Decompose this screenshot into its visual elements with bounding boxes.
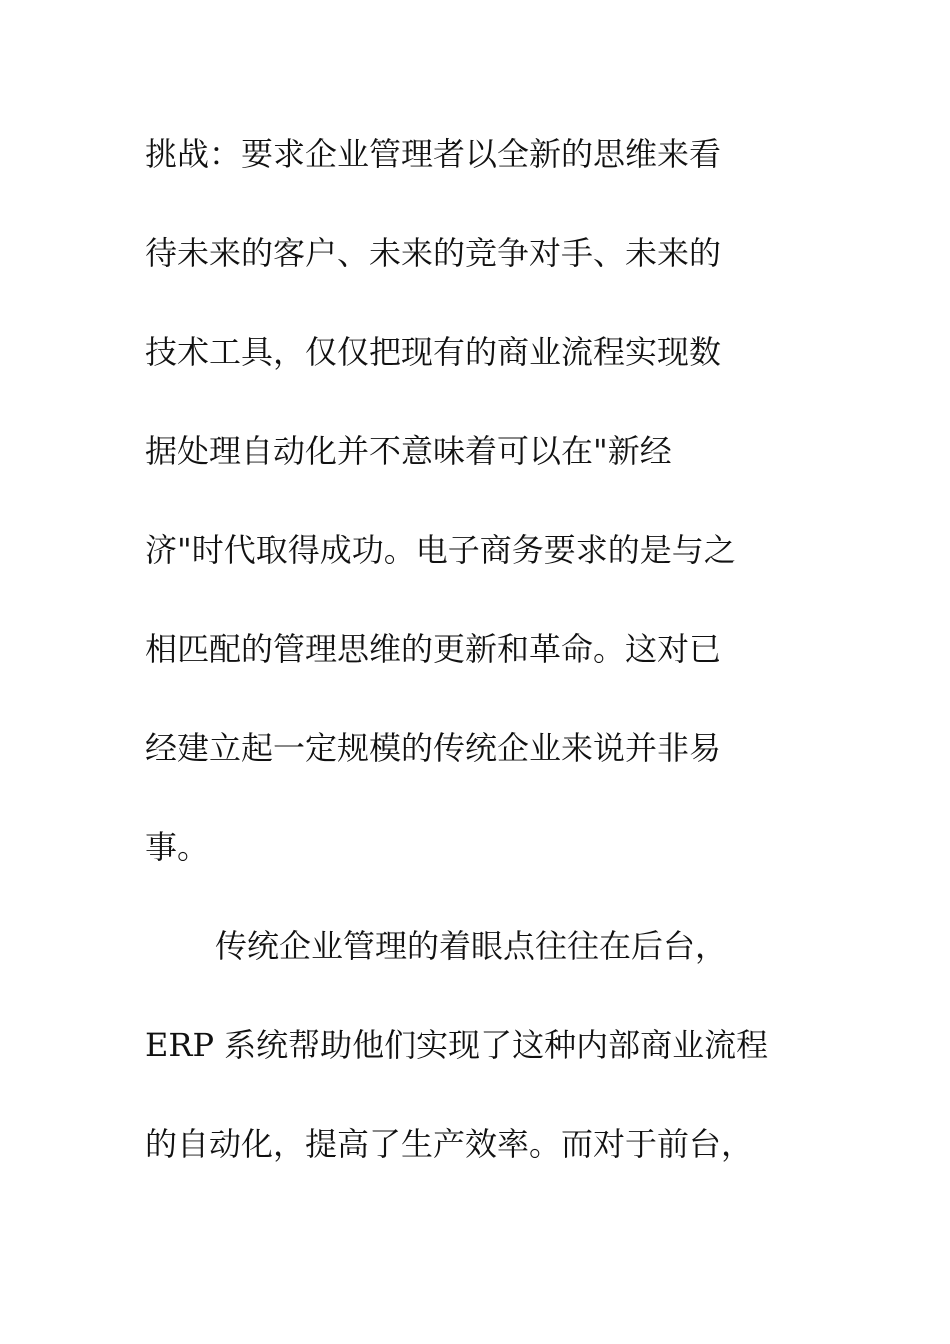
text-line-4: 据处理自动化并不意味着可以在"新经 — [145, 432, 672, 470]
text-line-8: 事。 — [145, 828, 210, 866]
text-line-7: 经建立起一定规模的传统企业来说并非易 — [145, 729, 722, 767]
text-line-6: 相匹配的管理思维的更新和革命。这对已 — [145, 630, 722, 668]
text-line-1: 挑战：要求企业管理者以全新的思维来看 — [145, 135, 722, 173]
text-line-9: 传统企业管理的着眼点往往在后台， — [215, 927, 728, 965]
text-line-3: 技术工具，仅仅把现有的商业流程实现数 — [145, 333, 722, 371]
text-line-2: 待未来的客户、未来的竞争对手、未来的 — [145, 234, 722, 272]
text-line-10: ERP 系统帮助他们实现了这种内部商业流程 — [145, 1026, 769, 1064]
body-text — [145, 130, 825, 1219]
text-line-11: 的自动化，提高了生产效率。而对于前台， — [145, 1125, 754, 1163]
text-line-5: 济"时代取得成功。电子商务要求的是与之 — [145, 531, 736, 569]
